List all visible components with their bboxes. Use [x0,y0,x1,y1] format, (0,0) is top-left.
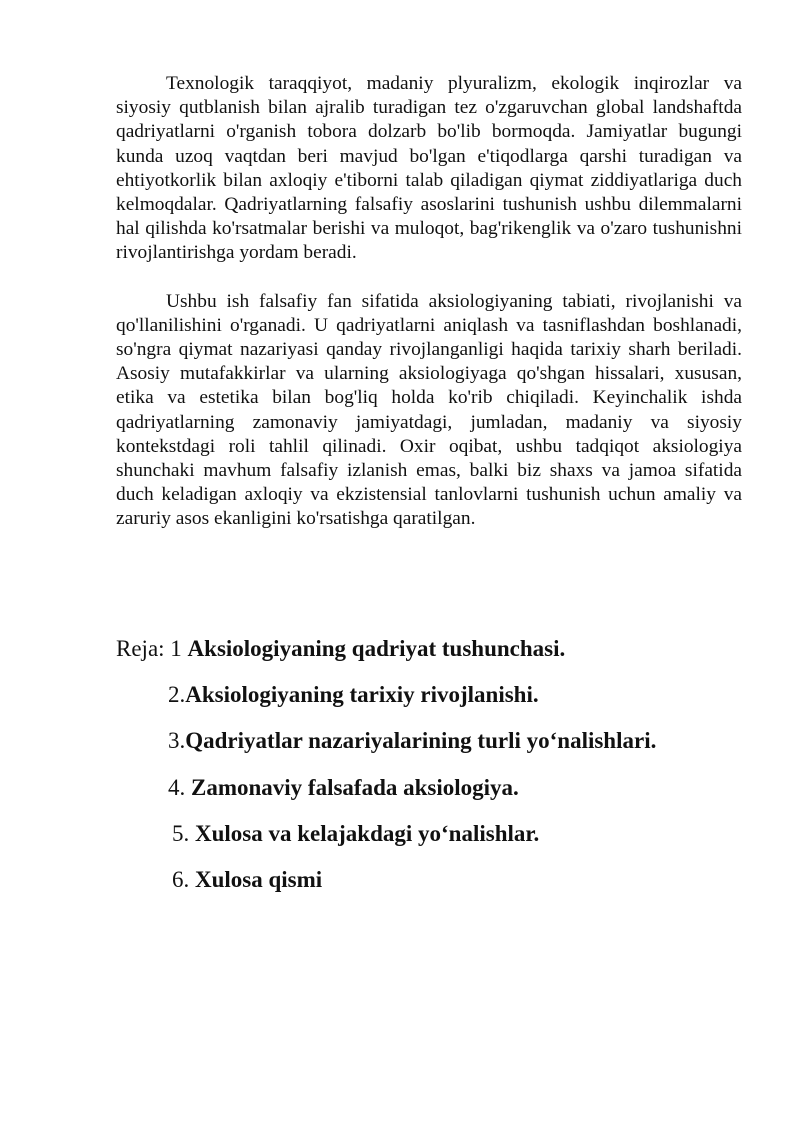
plan-item-2 [116,680,756,726]
plan-item-number: 5. [172,820,195,846]
document-body [116,72,742,532]
intro-paragraph: Texnologik taraqqiyot, madaniy plyuralizm, ekologik inqirozlar va siyosiy qutblanish bilan ajralib turadigan tez o'zgaruvchan global landshaftda qadriyatlarni o'rganish tobora dolzarb bo'lib bormoqda. Jamiyatlar bugungi kunda uzoq vaqtdan beri mavjud bo'lgan e'tiqodlarga qarshi turadigan va ehtiyotkorlik bilan axloqiy e'tiborni talab qiladigan qiymat ziddiyatlariga duch kelmoqdalar. Qadriyatlarning falsafiy asoslarini tushunish ushbu dilemmalarni hal qilishda ko'rsatmalar berishi va muloqot, bag'rikenglik va o'zaro tushunishni rivojlantirishga yordam beradi. [116,73,742,264]
plan-item-number: 6. [172,866,195,892]
scope-paragraph: Ushbu ish falsafiy fan sifatida aksiologiyaning tabiati, rivojlanishi va qo'llanilishini o'rganadi. U qadriyatlarni aniqlash va tasniflashdan boshlanadi, so'ngra qiymat nazariyasi qanday rivojlanganligi haqida tarixiy sharh beriladi. Asosiy mutafakkirlar va ularning aksiologiyaga qo'shgan hissalari, xususan, etika va estetika bilan bog'liq holda ko'rib chiqiladi. Keyinchalik ishda qadriyatlarning zamonaviy jamiyatdagi, jumladan, madaniy va siyosiy kontekstdagi roli tahlil qilinadi. Oxir oqibat, ushbu tadqiqot aksiologiya shunchaki mavhum falsafiy izlanish emas, balki biz shaxs va jamoa sifatida duch keladigan axloqiy va ekzistensial tanlovlarni tushunish uchun amaliy va zaruriy asos ekanligini ko'rsatishga qaratilgan. [116,290,742,530]
plan-label: Reja: 1 [116,636,188,661]
plan-item-title: Qadriyatlar nazariyalarining turli yo‘nalishlari. [185,728,657,754]
plan-item-number: 2. [168,682,186,708]
plan-item-5 [116,819,756,865]
plan-item-6 [116,865,756,911]
plan-list [116,634,756,911]
plan-item-title: Aksiologiyaning qadriyat tushunchasi. [187,636,566,661]
plan-item-title: Xulosa qismi [195,866,323,892]
plan-item-number: 4. [168,774,191,800]
plan-item-title: Aksiologiyaning tarixiy rivojlanishi. [185,682,539,708]
plan-item-number: 3. [168,728,186,754]
plan-item-1 [116,634,756,680]
plan-item-title: Xulosa va kelajakdagi yo‘nalishlar. [195,820,540,846]
plan-item-3 [116,726,756,772]
plan-item-title: Zamonaviy falsafada aksiologiya. [191,774,519,800]
plan-item-4 [116,773,756,819]
